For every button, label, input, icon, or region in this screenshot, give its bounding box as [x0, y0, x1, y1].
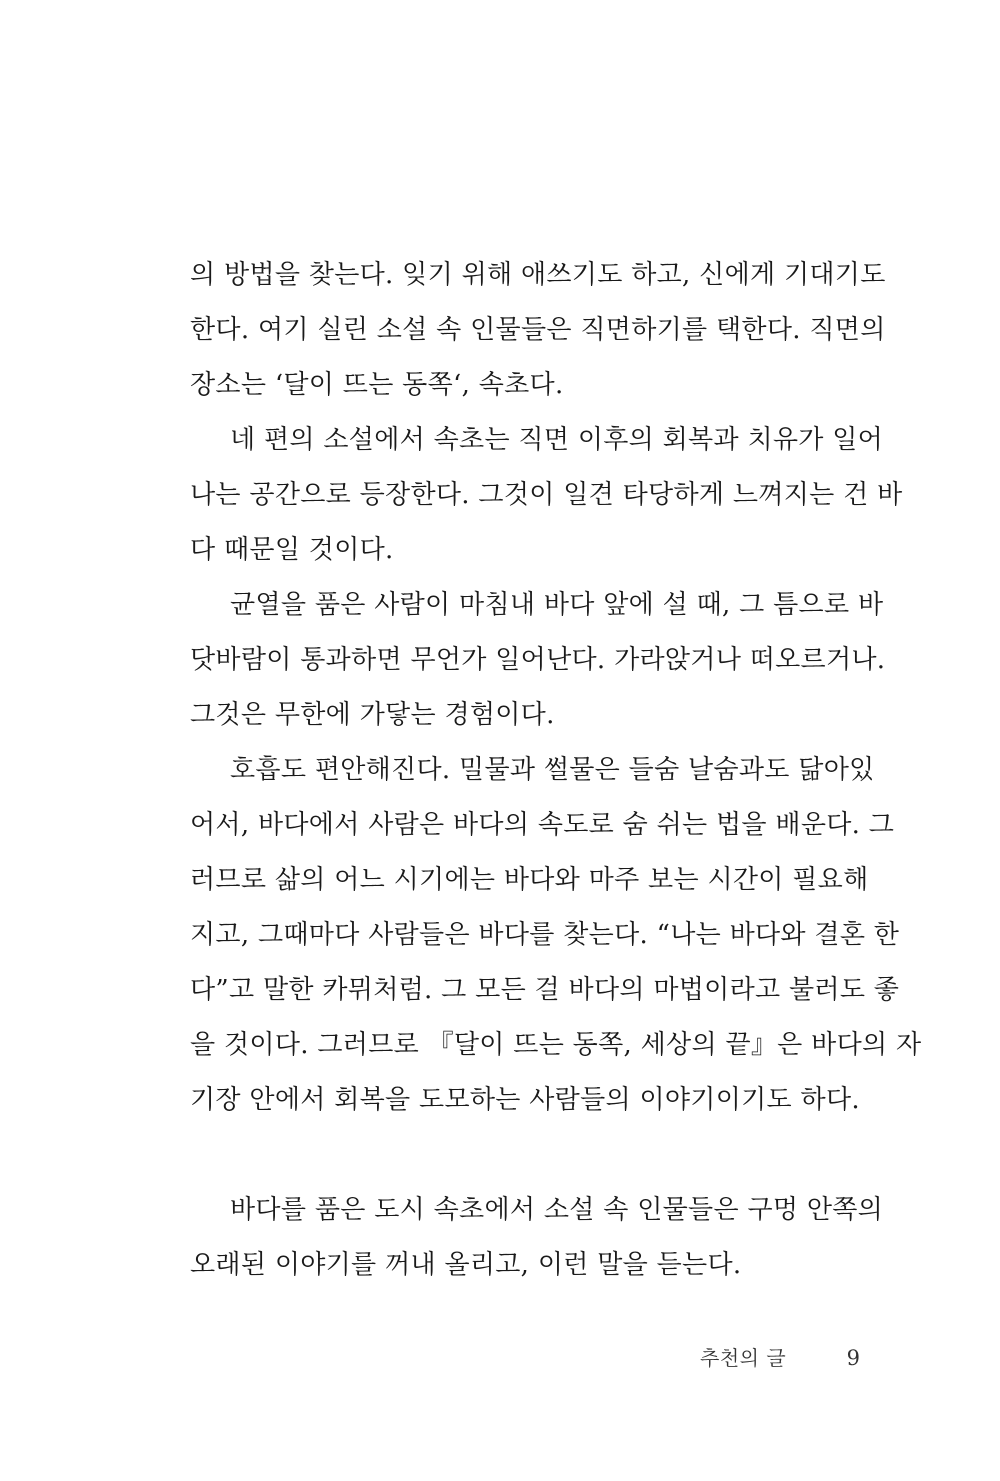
paragraph-4-line-4: 지고, 그때마다 사람들은 바다를 찾는다. “나는 바다와 결혼 한 [190, 920, 900, 950]
paragraph-4-line-2: 어서, 바다에서 사람은 바다의 속도로 숨 쉬는 법을 배운다. 그 [190, 810, 895, 840]
paragraph-4-line-7: 기장 안에서 회복을 도모하는 사람들의 이야기이기도 하다. [190, 1085, 860, 1115]
paragraph-3-line-2: 닷바람이 통과하면 무언가 일어난다. 가라앉거나 떠오르거나. [190, 645, 886, 675]
paragraph-1-line-1: 의 방법을 찾는다. 잊기 위해 애쓰기도 하고, 신에게 기대기도 [190, 260, 886, 290]
page-footer [700, 1343, 860, 1373]
paragraph-1-line-2: 한다. 여기 실린 소설 속 인물들은 직면하기를 택한다. 직면의 [190, 315, 886, 345]
paragraph-4-line-1: 호흡도 편안해진다. 밀물과 썰물은 들숨 날숨과도 닮아있 [230, 755, 875, 785]
paragraph-2-line-2: 나는 공간으로 등장한다. 그것이 일견 타당하게 느껴지는 건 바 [190, 480, 903, 510]
paragraph-3-line-3: 그것은 무한에 가닿는 경험이다. [190, 700, 555, 730]
paragraph-4-line-5: 다”고 말한 카뮈처럼. 그 모든 걸 바다의 마법이라고 불러도 좋 [190, 975, 900, 1005]
paragraph-4-line-6: 을 것이다. 그러므로 『달이 뜨는 동쪽, 세상의 끝』은 바다의 자 [190, 1030, 922, 1060]
paragraph-1-line-3: 장소는 ‘달이 뜨는 동쪽‘, 속초다. [190, 370, 564, 400]
paragraph-2-line-1: 네 편의 소설에서 속초는 직면 이후의 회복과 치유가 일어 [230, 425, 884, 455]
paragraph-2-line-3: 다 때문일 것이다. [190, 535, 394, 565]
paragraph-4-line-3: 러므로 삶의 어느 시기에는 바다와 마주 보는 시간이 필요해 [190, 865, 869, 895]
section-label: 추천의 글 [700, 1346, 787, 1370]
paragraph-5-line-1: 바다를 품은 도시 속초에서 소설 속 인물들은 구멍 안쪽의 [230, 1195, 884, 1225]
page-number: 9 [846, 1346, 860, 1370]
paragraph-3-line-1: 균열을 품은 사람이 마침내 바다 앞에 설 때, 그 틈으로 바 [230, 590, 884, 620]
paragraph-5-line-2: 오래된 이야기를 꺼내 올리고, 이런 말을 듣는다. [190, 1250, 742, 1280]
